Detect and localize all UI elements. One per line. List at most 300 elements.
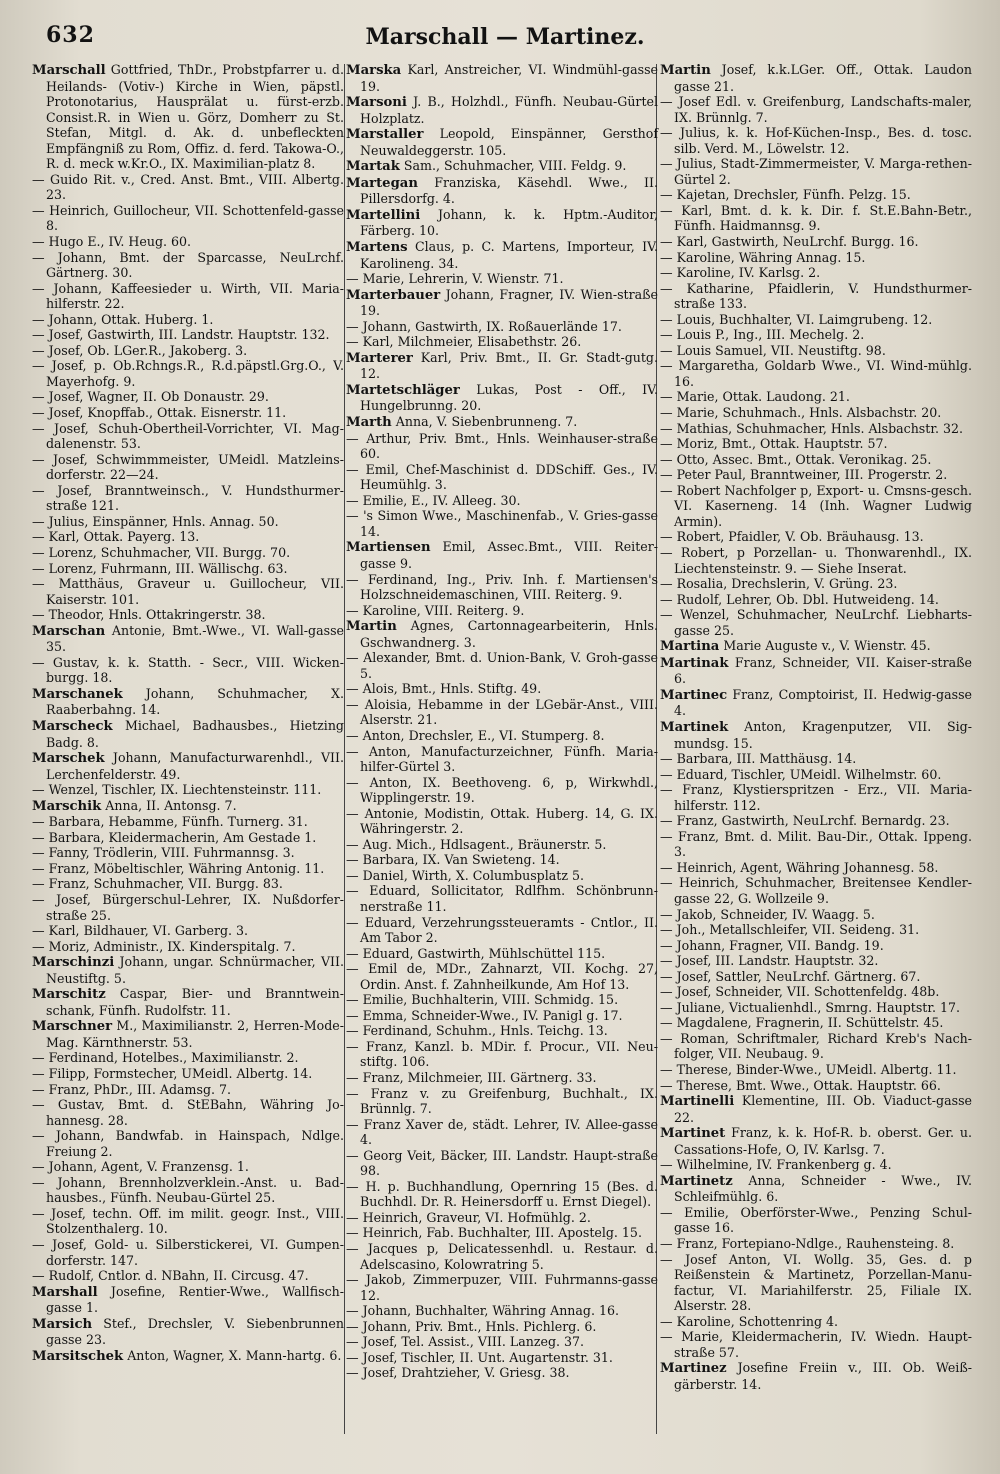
- entry-surname: Martak: [346, 159, 400, 175]
- directory-entry: [346, 837, 658, 853]
- entry-text: — Johann, Kaffeesieder u. Wirth, VII. Maria-hilferstr. 22.: [32, 280, 344, 312]
- entry-surname: Marschik: [32, 798, 102, 814]
- entry-text: — Franz, Klystierspritzen - Erz., VII. Maria-hilferstr. 112.: [660, 782, 972, 813]
- directory-entry: [346, 1086, 658, 1117]
- entry-surname: Marska: [346, 63, 402, 78]
- directory-entry: [660, 281, 972, 312]
- entry-text: — Johann, Bmt. der Sparcasse, NeuLrchf. Gärtnerg. 30.: [32, 249, 344, 281]
- directory-entry: [660, 592, 972, 608]
- entry-text: — Heinrich, Agent, Währing Johannesg. 58.: [660, 859, 939, 875]
- directory-entry: [660, 984, 972, 1000]
- entry-surname: Marstaller: [346, 127, 424, 143]
- entry-text: — Gustav, Bmt. d. StEBahn, Währing Jo-hannesg. 28.: [32, 1097, 344, 1128]
- directory-entry: [32, 686, 344, 718]
- directory-entry: [32, 343, 344, 359]
- directory-entry: [660, 638, 972, 655]
- entry-text: — Johann, Bandwfab. in Hainspach, Ndlge. Freiung 2.: [32, 1128, 344, 1159]
- directory-entry: [346, 1225, 658, 1241]
- entry-text: — Alexander, Bmt. d. Union-Bank, V. Groh-gasse 5.: [346, 650, 658, 681]
- entry-surname: Marschall: [32, 63, 106, 78]
- directory-entry: [32, 529, 344, 545]
- entry-text: M., Maximilianstr. 2, Herren-Mode-Mag. Kärnthnerstr. 53.: [46, 1018, 344, 1050]
- entry-surname: Martiensen: [346, 540, 431, 556]
- directory-entry: [32, 845, 344, 861]
- entry-surname: Marshall: [32, 1284, 98, 1300]
- directory-entry: [32, 250, 344, 281]
- directory-entry: [346, 618, 658, 650]
- entry-text: — Therese, Binder-Wwe., UMeidl. Albertg. 11.: [660, 1062, 957, 1077]
- entry-surname: Martinek: [660, 719, 729, 735]
- entry-text: — Josef, Sattler, NeuLrchf. Gärtnerg. 67.: [660, 968, 921, 984]
- directory-entry: [660, 234, 972, 250]
- entry-text: — Josef, Gold- u. Silberstickerei, VI. Gumpen-dorferstr. 147.: [32, 1237, 344, 1268]
- entry-surname: Martinet: [660, 1126, 726, 1142]
- directory-entry: [660, 907, 972, 923]
- entry-text: — Karl, Bildhauer, VI. Garberg. 3.: [32, 923, 249, 939]
- entry-text: — Ferdinand, Ing., Priv. Inh. f. Martiensen's Holzschneidemaschinen, VIII. Reiterg. 9.: [346, 571, 658, 603]
- entry-text: — Emil de, MDr., Zahnarzt, VII. Kochg. 27, Ordin. Anst. f. Zahnheilkunde, Am Hof 13.: [346, 961, 658, 992]
- entry-text: — Hugo E., IV. Heug. 60.: [32, 234, 192, 250]
- directory-entry: [346, 493, 658, 509]
- directory-entry: [660, 782, 972, 813]
- entry-text: — Josef, Bürgerschul-Lehrer, IX. Nußdorfer-straße 25.: [32, 891, 344, 923]
- entry-text: — Julius, k. k. Hof-Küchen-Insp., Bes. d. tosc. silb. Verd. M., Löwelstr. 12.: [660, 125, 972, 156]
- directory-entry: [346, 915, 658, 946]
- entry-text: — Karoline, Währing Annag. 15.: [660, 249, 866, 265]
- entry-text: Franz, k. k. Hof-R. b. oberst. Ger. u. Cassations-Hofe, O, IV. Karlsg. 7.: [674, 1125, 972, 1157]
- directory-entry: [346, 775, 658, 806]
- directory-entry: [660, 1314, 972, 1330]
- entry-surname: Martinec: [660, 687, 728, 703]
- entry-text: Franz, Schneider, VII. Kaiser-straße 6.: [674, 654, 972, 687]
- entry-surname: Marschitz: [32, 987, 106, 1003]
- directory-entry: [32, 1316, 344, 1348]
- entry-text: — Josef Anton, VI. Wollg. 35, Ges. d. p Reißenstein & Martinetz, Porzellan-Manu-factur, VI. Mariahilferstr. 25, Filiale IX. Alserstr. 28.: [660, 1251, 972, 1314]
- directory-entry: [660, 62, 972, 94]
- directory-entry: [32, 483, 344, 514]
- entry-text: Anna, V. Siebenbrunneng. 7.: [391, 414, 578, 430]
- directory-entry: [346, 431, 658, 462]
- directory-entry: [346, 175, 658, 207]
- entry-text: Claus, p. C. Martens, Importeur, IV. Karolineng. 34.: [360, 239, 658, 271]
- directory-entry: [346, 539, 658, 571]
- directory-entry: [346, 946, 658, 962]
- entry-text: — Karl, Gastwirth, NeuLrchf. Burgg. 16.: [660, 234, 919, 250]
- entry-text: — Rudolf, Lehrer, Ob. Dbl. Hutweideng. 14.: [660, 591, 939, 607]
- entry-text: — Juliane, Victualienhdl., Smrng. Hauptstr. 17.: [660, 999, 961, 1015]
- entry-text: — Jakob, Schneider, IV. Waagg. 5.: [660, 906, 875, 922]
- entry-text: — Franz Xaver de, städt. Lehrer, IV. Allee-gasse 4.: [346, 1116, 658, 1148]
- entry-surname: Martens: [346, 240, 408, 256]
- entry-text: — Lorenz, Fuhrmann, III. Wällischg. 63.: [32, 560, 288, 576]
- entry-text: Klementine, III. Ob. Viaduct-gasse 22.: [674, 1093, 972, 1125]
- entry-text: — Josef, Schneider, VII. Schottenfeldg. 48b.: [660, 984, 940, 1000]
- entry-text: — Josef, Schuh-Obertheil-Vorrichter, VI. Mag-dalenenstr. 53.: [32, 420, 344, 452]
- entry-text: — Fanny, Trödlerin, VIII. Fuhrmannsg. 3.: [32, 845, 295, 861]
- directory-entry: [346, 319, 658, 335]
- directory-entry: [32, 545, 344, 561]
- entry-text: — Aloisia, Hebamme in der LGebär-Anst., VIII. Alserstr. 21.: [346, 696, 658, 728]
- directory-entry: [32, 814, 344, 830]
- directory-entry: [346, 94, 658, 126]
- entry-surname: Marterer: [346, 350, 413, 366]
- directory-entry: [660, 1015, 972, 1031]
- entry-text: — Katharine, Pfaidlerin, V. Hundsthurmer-straße 133.: [660, 280, 972, 312]
- entry-surname: Marscheck: [32, 718, 113, 734]
- directory-entry: [346, 1303, 658, 1319]
- directory-entry: [660, 467, 972, 483]
- entry-surname: Marth: [346, 415, 392, 431]
- entry-text: — Anton, IX. Beethoveng. 6, p, Wirkwhdl., Wipplingerstr. 19.: [346, 774, 658, 806]
- directory-entry: [32, 234, 344, 250]
- directory-entry: [660, 767, 972, 783]
- entry-text: — Josef, Gastwirth, III. Landstr. Hauptstr. 132.: [32, 327, 330, 343]
- entry-surname: Martina: [660, 639, 720, 655]
- directory-entry: [32, 327, 344, 343]
- directory-entry: [660, 312, 972, 328]
- entry-text: — Matthäus, Graveur u. Guillocheur, VII. Kaiserstr. 101.: [32, 576, 344, 607]
- directory-entry: [660, 813, 972, 829]
- entry-text: — Emilie, Oberförster-Wwe., Penzing Schul-gasse 16.: [660, 1204, 972, 1236]
- entry-text: — Josef, techn. Off. im milit. geogr. Inst., VIII. Stolzenthalerg. 10.: [32, 1205, 344, 1237]
- entry-text: — Roman, Schriftmaler, Richard Kreb's Nach-folger, VII. Neubaug. 9.: [660, 1030, 972, 1062]
- entry-surname: Martin: [346, 619, 397, 635]
- entry-text: — Barbara, Kleidermacherin, Am Gestade 1.: [32, 829, 317, 845]
- directory-entry: [32, 1050, 344, 1066]
- entry-text: — Daniel, Wirth, X. Columbusplatz 5.: [346, 867, 584, 883]
- directory-entry: [346, 603, 658, 619]
- directory-entry: [346, 207, 658, 239]
- entry-text: — Ferdinand, Schuhm., Hnls. Teichg. 13.: [346, 1023, 608, 1039]
- directory-entry: [32, 1097, 344, 1128]
- directory-entry: [346, 572, 658, 603]
- entry-text: — Mathias, Schuhmacher, Hnls. Alsbachstr. 32.: [660, 420, 964, 436]
- entry-text: — Marie, Schuhmach., Hnls. Alsbachstr. 20.: [660, 405, 942, 421]
- entry-text: — Heinrich, Guillocheur, VII. Schottenfeld-gasse 8.: [32, 202, 344, 234]
- directory-entry: [346, 744, 658, 775]
- entry-text: Karl, Priv. Bmt., II. Gr. Stadt-gutg. 12.: [360, 349, 658, 382]
- directory-entry: [660, 343, 972, 359]
- entry-text: — Josef, Wagner, II. Ob Donaustr. 29.: [32, 389, 269, 405]
- entry-text: — H. p. Buchhandlung, Opernring 15 (Bes. d. Buchhdl. Dr. R. Heinersdorff u. Ernst Diegel).: [346, 1178, 658, 1210]
- directory-entry: [32, 798, 344, 815]
- directory-entry: [346, 883, 658, 914]
- entry-text: — Johann, Priv. Bmt., Hnls. Pichlerg. 6.: [346, 1318, 597, 1334]
- directory-entry: [32, 405, 344, 421]
- directory-entry: [32, 1175, 344, 1206]
- entry-text: — Barbara, Hebamme, Fünfh. Turnerg. 31.: [32, 814, 308, 830]
- directory-entry: [660, 545, 972, 576]
- directory-entry: [346, 806, 658, 837]
- directory-entry: [660, 156, 972, 187]
- directory-entry: [32, 750, 344, 782]
- directory-entry: [660, 203, 972, 234]
- directory-entry: [660, 1062, 972, 1078]
- entry-text: — Josef Edl. v. Greifenburg, Landschafts-maler, IX. Brünnlg. 7.: [660, 94, 972, 125]
- directory-entry: [32, 892, 344, 923]
- column-middle: [346, 62, 658, 1381]
- entry-text: Johann, k. k. Hptm.-Auditor, Färberg. 10.: [360, 206, 658, 239]
- entry-text: — Robert Nachfolger p, Export- u. Cmsns-gesch. VI. Kaserneng. 14 (Inh. Wagner Ludwig Armin).: [660, 482, 972, 529]
- entry-surname: Marsich: [32, 1316, 93, 1332]
- entry-text: — Guido Rit. v., Cred. Anst. Bmt., VIII. Albertg. 23.: [32, 171, 344, 203]
- column-left: [32, 62, 344, 1364]
- entry-text: — Eduard, Verzehrungssteueramts - Cntlor., II. Am Tabor 2.: [346, 914, 658, 946]
- directory-entry: [346, 350, 658, 382]
- column-right: [660, 62, 972, 1392]
- entry-text: — Wenzel, Schuhmacher, NeuLrchf. Liebharts-gasse 25.: [660, 607, 972, 638]
- entry-text: Agnes, Cartonnagearbeiterin, Hnls. Gschwandnerg. 3.: [360, 618, 658, 650]
- entry-text: — Josef, III. Landstr. Hauptstr. 32.: [660, 953, 879, 969]
- entry-text: — Moriz, Administr., IX. Kinderspitalg. 7.: [32, 938, 296, 954]
- directory-entry: [346, 508, 658, 539]
- entry-text: — Josef, Tischler, II. Unt. Augartenstr. 31.: [346, 1349, 613, 1365]
- directory-entry: [346, 992, 658, 1008]
- directory-entry: [32, 1284, 344, 1316]
- directory-entry: [346, 158, 658, 175]
- directory-entry: [346, 126, 658, 158]
- directory-entry: [660, 483, 972, 530]
- entry-surname: Marschek: [32, 751, 105, 767]
- directory-entry: [32, 718, 344, 750]
- entry-text: — Franz v. zu Greifenburg, Buchhalt., IX. Brünnlg. 7.: [346, 1085, 658, 1117]
- entry-text: Johann, ungar. Schnürmacher, VII. Neustiftg. 5.: [46, 954, 344, 986]
- entry-text: — Jacques p, Delicatessenhdl. u. Restaur. d. Adelscasino, Kolowratring 5.: [346, 1241, 658, 1272]
- directory-entry: [660, 860, 972, 876]
- entry-text: Anton, Wagner, X. Mann-hartg. 6.: [123, 1347, 342, 1363]
- entry-text: Johann, Schuhmacher, X. Raaberbahng. 14.: [46, 685, 344, 718]
- directory-entry: [660, 1173, 972, 1205]
- entry-text: Anna, II. Antonsg. 7.: [101, 797, 237, 813]
- entry-text: — Theodor, Hnls. Ottakringerstr. 38.: [32, 607, 266, 623]
- entry-surname: Marschan: [32, 623, 106, 639]
- entry-text: — Marie, Kleidermacherin, IV. Wiedn. Haupt-straße 57.: [660, 1329, 972, 1360]
- directory-entry: [346, 697, 658, 728]
- entry-text: — Alois, Bmt., Hnls. Stiftg. 49.: [346, 681, 542, 697]
- directory-entry: [346, 1365, 658, 1381]
- directory-entry: [346, 239, 658, 271]
- entry-text: — Heinrich, Fab. Buchhalter, III. Apostelg. 15.: [346, 1225, 642, 1241]
- directory-entry: [32, 421, 344, 452]
- entry-text: Anna, Schneider - Wwe., IV. Schleifmühlg. 6.: [674, 1172, 972, 1205]
- directory-entry: [660, 969, 972, 985]
- entry-text: Anton, Kragenputzer, VII. Sig-mundsg. 15.: [674, 718, 972, 751]
- directory-entry: [346, 1319, 658, 1335]
- entry-text: Franziska, Käsehdl. Wwe., II. Pillersdorfg. 4.: [360, 174, 658, 207]
- entry-surname: Martetschläger: [346, 382, 460, 398]
- directory-entry: [346, 462, 658, 493]
- entry-surname: Martinelli: [660, 1094, 735, 1110]
- entry-surname: Marschanek: [32, 686, 123, 702]
- directory-entry: [32, 281, 344, 312]
- entry-text: — Filipp, Formstecher, UMeidl. Albertg. 14.: [32, 1066, 313, 1081]
- entry-text: — Antonie, Modistin, Ottak. Huberg. 14, G. IX. Währingerstr. 2.: [346, 805, 658, 837]
- directory-entry: [346, 1272, 658, 1303]
- directory-entry: [346, 1241, 658, 1272]
- entry-text: — Franz, Kanzl. b. MDir. f. Procur., VII. Neu-stiftg. 106.: [346, 1038, 658, 1070]
- directory-entry: [346, 1334, 658, 1350]
- directory-entry: [660, 1205, 972, 1236]
- entry-text: — Johann, Brennholzverklein.-Anst. u. Bad-hausbes., Fünfh. Neubau-Gürtel 25.: [32, 1174, 344, 1206]
- entry-text: — Wenzel, Tischler, IX. Liechtensteinstr. 111.: [32, 782, 322, 798]
- directory-entry: [346, 1070, 658, 1086]
- directory-entry: [32, 452, 344, 483]
- entry-text: — Josef, Knopffab., Ottak. Eisnerstr. 11.: [32, 405, 287, 421]
- directory-entry: [32, 1206, 344, 1237]
- directory-entry: [32, 655, 344, 686]
- directory-entry: [32, 62, 344, 172]
- entry-text: — Emilie, E., IV. Alleeg. 30.: [346, 492, 521, 508]
- entry-text: — Karl, Bmt. d. k. k. Dir. f. St.E.Bahn-Betr., Fünfh. Haidmannsg. 9.: [660, 202, 972, 234]
- entry-text: — Eduard, Gastwirth, Mühlschüttel 115.: [346, 945, 606, 961]
- entry-text: — Karl, Ottak. Payerg. 13.: [32, 529, 200, 545]
- directory-entry: [346, 1008, 658, 1024]
- entry-text: — Otto, Assec. Bmt., Ottak. Veronikag. 25.: [660, 451, 932, 467]
- entry-text: — Heinrich, Schuhmacher, Breitensee Kendler-gasse 22, G. Wollzeile 9.: [660, 875, 972, 906]
- entry-text: — Emil, Chef-Maschinist d. DDSchiff. Ges., IV. Heumühlg. 3.: [346, 461, 658, 493]
- directory-entry: [346, 1023, 658, 1039]
- entry-text: — Franz, PhDr., III. Adamsg. 7.: [32, 1081, 232, 1097]
- entry-text: — Franz, Bmt. d. Milit. Bau-Dir., Ottak. Ippeng. 3.: [660, 828, 972, 860]
- entry-text: Gottfried, ThDr., Probstpfarrer u. d. Heilands- (Votiv-) Kirche in Wien, päpstl. Protonotarius, Hausprälat u. fürst-erzb. Consist.R. in Wien u. Görz, Domherr zu St. Stefan, Mitgl. d. Ak. d. unbefleckten Empfängniß zu Rom, Offiz. d. ferd. Takowa-O., R. d. meck w.Kr.O., IX. Maximilian-platz 8.: [46, 62, 344, 172]
- entry-text: — Lorenz, Schuhmacher, VII. Burgg. 70.: [32, 544, 291, 560]
- entry-text: — Johann, Gastwirth, IX. Roßauerlände 17.: [346, 318, 622, 334]
- directory-entry: [32, 1159, 344, 1175]
- entry-text: — Johann, Fragner, VII. Bandg. 19.: [660, 937, 884, 953]
- entry-text: — Franz, Möbeltischler, Währing Antonig. 11.: [32, 860, 325, 876]
- running-head: Marschall — Martinez.: [365, 24, 645, 50]
- directory-entry: [346, 1350, 658, 1366]
- entry-text: — Julius, Stadt-Zimmermeister, V. Marga-rethen-Gürtel 2.: [660, 156, 972, 187]
- entry-text: — Karoline, VIII. Reiterg. 9.: [346, 602, 525, 618]
- directory-entry: [346, 1210, 658, 1226]
- entry-text: — Karl, Milchmeier, Elisabethstr. 26.: [346, 334, 582, 350]
- directory-entry: [660, 529, 972, 545]
- directory-entry: [346, 271, 658, 287]
- entry-text: — Karoline, IV. Karlsg. 2.: [660, 265, 821, 281]
- entry-text: Marie Auguste v., V. Wienstr. 45.: [719, 638, 931, 654]
- entry-text: — Johann, Buchhalter, Währing Annag. 16.: [346, 1303, 620, 1319]
- entry-text: — Marie, Lehrerin, V. Wienstr. 71.: [346, 271, 564, 287]
- directory-entry: [32, 923, 344, 939]
- directory-entry: [32, 830, 344, 846]
- directory-entry: [32, 954, 344, 986]
- entry-text: — Karoline, Schottenring 4.: [660, 1313, 839, 1329]
- entry-text: — Louis Samuel, VII. Neustiftg. 98.: [660, 342, 886, 358]
- entry-surname: Marsoni: [346, 95, 407, 111]
- directory-entry: [32, 623, 344, 655]
- directory-entry: [660, 452, 972, 468]
- directory-entry: [32, 203, 344, 234]
- directory-entry: [346, 1039, 658, 1070]
- directory-entry: [32, 514, 344, 530]
- directory-entry: [660, 829, 972, 860]
- directory-entry: [346, 1179, 658, 1210]
- entry-text: — Josef, Drahtzieher, V. Griesg. 38.: [346, 1365, 570, 1381]
- directory-entry: [32, 876, 344, 892]
- directory-entry: [32, 1128, 344, 1159]
- entry-surname: Martin: [660, 63, 711, 78]
- entry-text: — Louis, Buchhalter, VI. Laimgrubeng. 12.: [660, 311, 933, 327]
- entry-text: Josefine, Rentier-Wwe., Wallfisch-gasse 1.: [46, 1283, 344, 1316]
- directory-entry: [660, 1157, 972, 1173]
- entry-text: — Louis P., Ing., III. Mechelg. 2.: [660, 327, 865, 343]
- directory-entry: [660, 576, 972, 592]
- entry-text: Michael, Badhausbes., Hietzing Badg. 8.: [46, 717, 344, 750]
- directory-entry: [346, 382, 658, 414]
- entry-text: — Anton, Manufacturzeichner, Fünfh. Maria-hilfer-Gürtel 3.: [346, 743, 658, 775]
- entry-text: — Wilhelmine, IV. Frankenberg g. 4.: [660, 1157, 892, 1173]
- directory-entry: [660, 265, 972, 281]
- directory-entry: [660, 94, 972, 125]
- directory-entry: [346, 852, 658, 868]
- directory-entry: [660, 1000, 972, 1016]
- entry-text: — Georg Veit, Bäcker, III. Landstr. Haupt-straße 98.: [346, 1147, 658, 1179]
- directory-entry: [32, 1237, 344, 1268]
- directory-entry: [660, 1329, 972, 1360]
- entry-text: — Julius, Einspänner, Hnls. Annag. 50.: [32, 513, 279, 529]
- page-number: 632: [46, 22, 95, 48]
- entry-text: — Kajetan, Drechsler, Fünfh. Pelzg. 15.: [660, 187, 911, 203]
- directory-entry: [660, 389, 972, 405]
- directory-entry: [346, 414, 658, 431]
- directory-entry: [32, 561, 344, 577]
- directory-entry: [660, 358, 972, 389]
- directory-entry: [32, 1268, 344, 1284]
- entry-text: — Robert, p Porzellan- u. Thonwarenhdl., IX. Liechtensteinstr. 9. — Siehe Inserat.: [660, 544, 972, 576]
- entry-text: Johann, Fragner, IV. Wien-straße 19.: [360, 286, 658, 319]
- entry-text: Lukas, Post - Off., IV. Hungelbrunng. 20.: [360, 381, 658, 414]
- directory-entry: [660, 1236, 972, 1252]
- directory-entry: [32, 1082, 344, 1098]
- entry-text: Karl, Anstreicher, VI. Windmühl-gasse 19.: [360, 62, 658, 94]
- directory-entry: [32, 358, 344, 389]
- directory-entry: [32, 1066, 344, 1082]
- entry-text: — Johann, Ottak. Huberg. 1.: [32, 311, 214, 327]
- entry-text: — Aug. Mich., Hdlsagent., Bräunerstr. 5.: [346, 836, 607, 852]
- directory-entry: [346, 1148, 658, 1179]
- directory-entry: [32, 576, 344, 607]
- directory-entry: [346, 868, 658, 884]
- entry-text: Emil, Assec.Bmt., VIII. Reiter-gasse 9.: [360, 539, 658, 571]
- directory-entry: [32, 861, 344, 877]
- directory-entry: [32, 172, 344, 203]
- entry-surname: Marterbauer: [346, 287, 441, 303]
- entry-text: — Josef, Tel. Assist., VIII. Lanzeg. 37.: [346, 1334, 585, 1350]
- entry-text: Leopold, Einspänner, Gersthof Neuwaldeggerstr. 105.: [360, 126, 658, 158]
- entry-text: — Franz, Schuhmacher, VII. Burgg. 83.: [32, 876, 283, 892]
- directory-entry: [660, 187, 972, 203]
- entry-surname: Marschinzi: [32, 955, 115, 971]
- entry-text: — Margaretha, Goldarb Wwe., VI. Wind-mühlg. 16.: [660, 358, 972, 389]
- directory-entry: [346, 961, 658, 992]
- directory-entry: [32, 1018, 344, 1050]
- directory-entry: [660, 1031, 972, 1062]
- page-header: [40, 18, 970, 58]
- directory-entry: [346, 650, 658, 681]
- entry-text: — Barbara, III. Matthäusg. 14.: [660, 751, 857, 767]
- directory-entry: [346, 287, 658, 319]
- entry-text: — Franz, Fortepiano-Ndlge., Rauhensteing. 8.: [660, 1236, 955, 1252]
- entry-text: — Josef, Branntweinsch., V. Hundsthurmer-straße 121.: [32, 482, 344, 514]
- directory-entry: [660, 421, 972, 437]
- entry-text: — Franz, Gastwirth, NeuLrchf. Bernardg. 23.: [660, 813, 950, 829]
- entry-text: — Josef, p. Ob.Rchngs.R., R.d.päpstl.Grg.O., V. Mayerhofg. 9.: [32, 358, 344, 389]
- directory-entry: [32, 782, 344, 798]
- directory-entry: [660, 250, 972, 266]
- entry-surname: Marschner: [32, 1019, 113, 1035]
- directory-entry: [660, 1125, 972, 1157]
